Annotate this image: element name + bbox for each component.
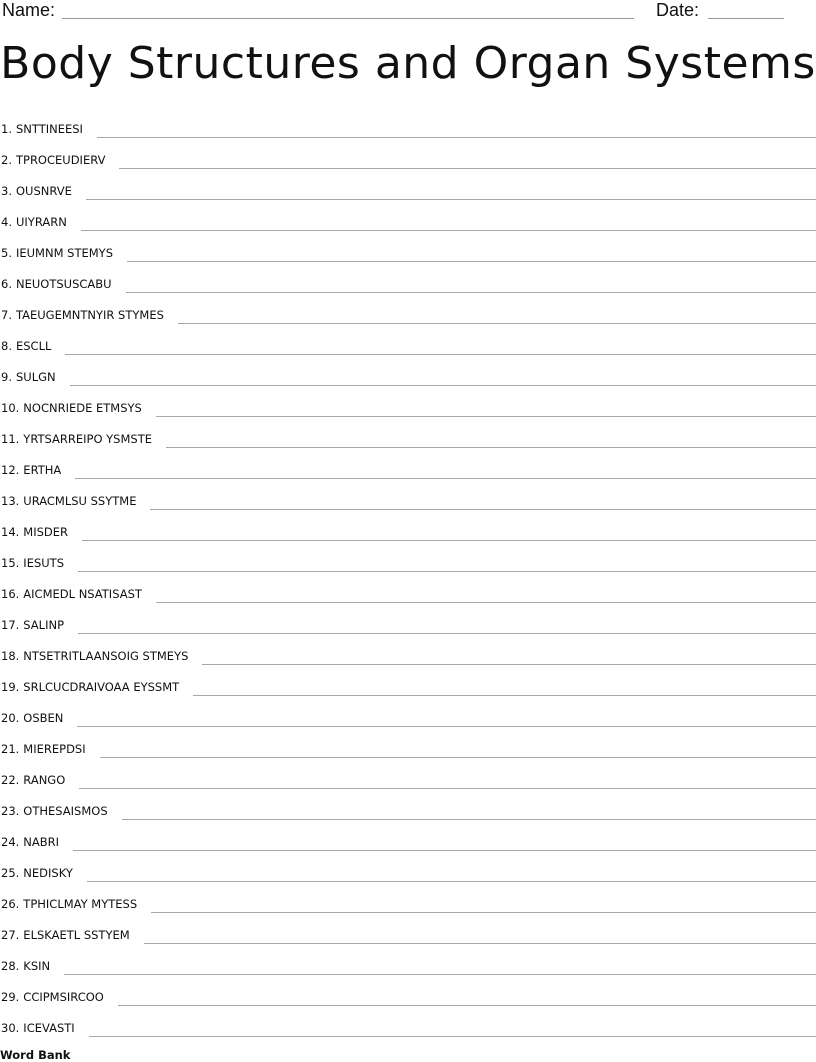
word-bank-heading: Word Bank bbox=[0, 1048, 71, 1062]
scrambled-word: SULGN bbox=[15, 370, 56, 384]
scrambled-word: NOCNRIEDE ETMSYS bbox=[23, 401, 142, 415]
problem-label bbox=[0, 958, 64, 974]
list-item bbox=[0, 696, 816, 727]
answer-line[interactable] bbox=[127, 261, 816, 262]
problem-label bbox=[0, 431, 166, 447]
problem-label bbox=[0, 555, 78, 571]
scrambled-word: ELSKAETL SSTYEM bbox=[23, 928, 130, 942]
scrambled-word: ESCLL bbox=[15, 339, 52, 353]
scrambled-word: MIEREPDSI bbox=[23, 742, 86, 756]
scrambled-word: MISDER bbox=[23, 525, 69, 539]
answer-line[interactable] bbox=[82, 540, 816, 541]
answer-line[interactable] bbox=[78, 633, 816, 634]
answer-line[interactable] bbox=[156, 602, 816, 603]
problem-number: 21. bbox=[1, 742, 20, 756]
problem-number: 15. bbox=[1, 556, 20, 570]
answer-line[interactable] bbox=[97, 137, 816, 138]
answer-line[interactable] bbox=[70, 385, 816, 386]
scrambled-word: OSBEN bbox=[23, 711, 64, 725]
problem-number: 17. bbox=[1, 618, 20, 632]
list-item bbox=[0, 944, 816, 975]
scrambled-word: AICMEDL NSATISAST bbox=[23, 587, 142, 601]
list-item bbox=[0, 1006, 816, 1037]
list-item bbox=[0, 262, 816, 293]
problem-number: 13. bbox=[1, 494, 20, 508]
scrambled-word: ERTHA bbox=[23, 463, 62, 477]
answer-line[interactable] bbox=[78, 571, 816, 572]
list-item bbox=[0, 231, 816, 262]
scrambled-word: OUSNRVE bbox=[15, 184, 72, 198]
list-item bbox=[0, 448, 816, 479]
problem-number: 16. bbox=[1, 587, 20, 601]
problem-label bbox=[0, 214, 81, 230]
problem-label bbox=[0, 865, 87, 881]
scrambled-word: YRTSARREIPO YSMSTE bbox=[23, 432, 152, 446]
scrambled-word: SRLCUCDRAIVOAA EYSSMT bbox=[23, 680, 180, 694]
list-item bbox=[0, 386, 816, 417]
scrambled-word: CCIPMSIRCOO bbox=[23, 990, 104, 1004]
list-item bbox=[0, 882, 816, 913]
answer-line[interactable] bbox=[202, 664, 816, 665]
list-item bbox=[0, 541, 816, 572]
answer-line[interactable] bbox=[178, 323, 816, 324]
problem-label bbox=[0, 586, 156, 602]
problem-label bbox=[0, 710, 77, 726]
problem-label bbox=[0, 524, 82, 540]
scrambled-word: ICEVASTI bbox=[23, 1021, 75, 1035]
scrambled-word: NEDISKY bbox=[23, 866, 73, 880]
scrambled-word: RANGO bbox=[23, 773, 66, 787]
scrambled-word: TAEUGEMNTNYIR STYMES bbox=[15, 308, 164, 322]
list-item bbox=[0, 324, 816, 355]
page-title: Body Structures and Organ Systems bbox=[0, 38, 816, 89]
list-item bbox=[0, 355, 816, 386]
answer-line[interactable] bbox=[75, 478, 816, 479]
problem-label bbox=[0, 896, 151, 912]
problem-number: 23. bbox=[1, 804, 20, 818]
list-item bbox=[0, 417, 816, 448]
scrambled-word: NEUOTSUSCABU bbox=[15, 277, 112, 291]
scrambled-word: URACMLSU SSYTME bbox=[23, 494, 137, 508]
scrambled-word: IEUMNM STEMYS bbox=[15, 246, 113, 260]
problem-number: 11. bbox=[1, 432, 20, 446]
problem-number: 10. bbox=[1, 401, 20, 415]
answer-line[interactable] bbox=[122, 819, 816, 820]
problem-label bbox=[0, 183, 86, 199]
answer-line[interactable] bbox=[65, 354, 816, 355]
problem-label bbox=[0, 617, 78, 633]
problem-label bbox=[0, 803, 122, 819]
problem-number: 30. bbox=[1, 1021, 20, 1035]
list-item bbox=[0, 603, 816, 634]
answer-line[interactable] bbox=[119, 168, 816, 169]
list-item bbox=[0, 572, 816, 603]
answer-line[interactable] bbox=[150, 509, 816, 510]
list-item bbox=[0, 634, 816, 665]
answer-line[interactable] bbox=[86, 199, 816, 200]
answer-line[interactable] bbox=[118, 1005, 816, 1006]
list-item bbox=[0, 138, 816, 169]
problem-number: 18. bbox=[1, 649, 20, 663]
answer-line[interactable] bbox=[193, 695, 816, 696]
list-item bbox=[0, 107, 816, 138]
problem-label bbox=[0, 462, 75, 478]
problem-number: 9. bbox=[1, 370, 12, 384]
problem-label bbox=[0, 369, 70, 385]
problem-label bbox=[0, 989, 118, 1005]
date-field[interactable] bbox=[708, 18, 784, 19]
problem-label bbox=[0, 152, 119, 168]
problem-number: 20. bbox=[1, 711, 20, 725]
problem-label bbox=[0, 1020, 89, 1036]
problem-number: 22. bbox=[1, 773, 20, 787]
problem-label bbox=[0, 927, 144, 943]
answer-line[interactable] bbox=[151, 912, 816, 913]
problem-label bbox=[0, 338, 65, 354]
problem-label bbox=[0, 741, 100, 757]
list-item bbox=[0, 727, 816, 758]
list-item bbox=[0, 789, 816, 820]
problem-number: 29. bbox=[1, 990, 20, 1004]
problem-label bbox=[0, 648, 202, 664]
answer-line[interactable] bbox=[156, 416, 816, 417]
problem-label bbox=[0, 245, 127, 261]
problem-number: 5. bbox=[1, 246, 12, 260]
list-item bbox=[0, 169, 816, 200]
answer-line[interactable] bbox=[81, 230, 816, 231]
scrambled-word: OTHESAISMOS bbox=[23, 804, 108, 818]
list-item bbox=[0, 820, 816, 851]
problem-number: 1. bbox=[1, 122, 12, 136]
list-item bbox=[0, 758, 816, 789]
name-field[interactable] bbox=[62, 18, 634, 19]
problem-number: 4. bbox=[1, 215, 12, 229]
problem-label bbox=[0, 400, 156, 416]
scrambled-word: TPROCEUDIERV bbox=[15, 153, 106, 167]
answer-line[interactable] bbox=[64, 974, 816, 975]
problem-number: 14. bbox=[1, 525, 20, 539]
list-item bbox=[0, 479, 816, 510]
scrambled-word: IESUTS bbox=[23, 556, 64, 570]
problem-number: 19. bbox=[1, 680, 20, 694]
problem-label bbox=[0, 307, 178, 323]
list-item bbox=[0, 975, 816, 1006]
problem-list bbox=[0, 107, 816, 1037]
name-label: Name: bbox=[2, 0, 56, 20]
problem-number: 3. bbox=[1, 184, 12, 198]
answer-line[interactable] bbox=[79, 788, 816, 789]
problem-number: 26. bbox=[1, 897, 20, 911]
problem-number: 27. bbox=[1, 928, 20, 942]
list-item bbox=[0, 510, 816, 541]
answer-line[interactable] bbox=[126, 292, 816, 293]
problem-label bbox=[0, 121, 97, 137]
problem-number: 8. bbox=[1, 339, 12, 353]
answer-line[interactable] bbox=[77, 726, 816, 727]
list-item bbox=[0, 851, 816, 882]
problem-number: 2. bbox=[1, 153, 12, 167]
answer-line[interactable] bbox=[73, 850, 816, 851]
list-item bbox=[0, 293, 816, 324]
scrambled-word: NTSETRITLAANSOIG STMEYS bbox=[23, 649, 189, 663]
problem-label bbox=[0, 493, 150, 509]
problem-number: 24. bbox=[1, 835, 20, 849]
list-item bbox=[0, 665, 816, 696]
scrambled-word: SALINP bbox=[23, 618, 65, 632]
problem-label bbox=[0, 772, 79, 788]
worksheet-header bbox=[0, 0, 816, 24]
date-label: Date: bbox=[656, 0, 700, 20]
list-item bbox=[0, 200, 816, 231]
scrambled-word: SNTTINEESI bbox=[15, 122, 83, 136]
scrambled-word: TPHICLMAY MYTESS bbox=[23, 897, 138, 911]
answer-line[interactable] bbox=[100, 757, 816, 758]
problem-number: 28. bbox=[1, 959, 20, 973]
scrambled-word: UIYRARN bbox=[15, 215, 67, 229]
problem-label bbox=[0, 276, 126, 292]
answer-line[interactable] bbox=[166, 447, 816, 448]
answer-line[interactable] bbox=[144, 943, 816, 944]
problem-label bbox=[0, 834, 73, 850]
problem-number: 7. bbox=[1, 308, 12, 322]
problem-label bbox=[0, 679, 193, 695]
scrambled-word: KSIN bbox=[23, 959, 51, 973]
scrambled-word: NABRI bbox=[23, 835, 60, 849]
problem-number: 12. bbox=[1, 463, 20, 477]
list-item bbox=[0, 913, 816, 944]
answer-line[interactable] bbox=[87, 881, 816, 882]
answer-line[interactable] bbox=[89, 1036, 816, 1037]
problem-number: 6. bbox=[1, 277, 12, 291]
problem-number: 25. bbox=[1, 866, 20, 880]
